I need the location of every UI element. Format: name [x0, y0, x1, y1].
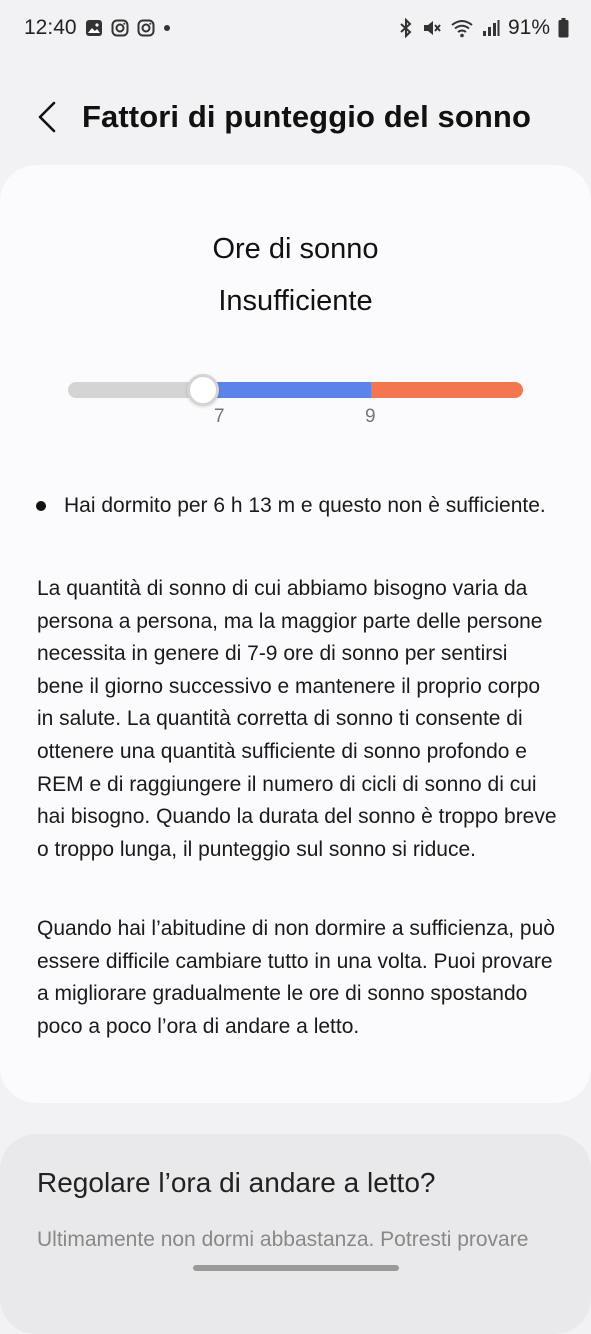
- description-paragraph-2: Quando hai l’abitudine di non dormire a sufficienza, può essere difficile cambiare tutto in una volta. Puoi provare a migliorare gradualmente le ore di sonno spostando poco a poco l’ora di andare a letto.: [37, 917, 555, 1038]
- status-right: [398, 16, 569, 40]
- bullet-dot: [36, 501, 46, 511]
- sleep-hours-scale: [68, 382, 523, 398]
- bedtime-suggestion-card[interactable]: [0, 1134, 591, 1334]
- header: [0, 84, 591, 150]
- instagram-icon: [137, 19, 155, 37]
- status-time: 12:40: [24, 16, 77, 39]
- factor-title: Ore di sonno: [212, 233, 379, 265]
- scale-tick-7: 7: [214, 406, 225, 427]
- description-paragraph-1: La quantità di sonno di cui abbiamo bisogno varia da persona a persona, ma la maggior parte delle persone necessita in genere di 7-9 ore di sonno per sentirsi bene il giorno successivo e mantenere il proprio corpo in salute. La quantità corretta di sonno ti consente di ottenere una quantità sufficiente di sonno profondo e REM e di raggiungere il numero di cicli di sonno di cui hai bisogno. Quando la durata del sonno è troppo breve o troppo lunga, il punteggio sul sonno si riduce.: [37, 577, 557, 861]
- chevron-left-icon: [36, 100, 58, 134]
- back-button[interactable]: [12, 84, 82, 150]
- scale-segment-high: [371, 382, 523, 398]
- sleep-factor-card: [0, 165, 591, 1103]
- mute-icon: [422, 18, 442, 38]
- factor-status: Insufficiente: [218, 285, 373, 317]
- suggestion-text: Ultimamente non dormi abbastanza. Potresti provare: [37, 1228, 529, 1251]
- signal-icon: [482, 19, 500, 37]
- bluetooth-icon: [398, 18, 414, 38]
- battery-percent: 91%: [507, 16, 550, 39]
- suggestion-title: Regolare l’ora di andare a letto?: [37, 1167, 436, 1198]
- battery-icon: [558, 18, 569, 38]
- status-bar: [0, 0, 591, 56]
- page-title: Fattori di punteggio del sonno: [82, 99, 532, 134]
- scale-marker: [187, 374, 219, 406]
- bullet-text: Hai dormito per 6 h 13 m e questo non è sufficiente.: [64, 494, 546, 517]
- summary-bullet: [36, 490, 556, 522]
- gallery-icon: [85, 19, 103, 37]
- status-left: [24, 16, 171, 40]
- dot-icon: [163, 24, 171, 32]
- instagram-icon: [111, 19, 129, 37]
- home-indicator[interactable]: [193, 1265, 399, 1271]
- scale-tick-9: 9: [365, 406, 376, 427]
- wifi-icon: [450, 18, 474, 38]
- scale-segment-ideal: [208, 382, 371, 398]
